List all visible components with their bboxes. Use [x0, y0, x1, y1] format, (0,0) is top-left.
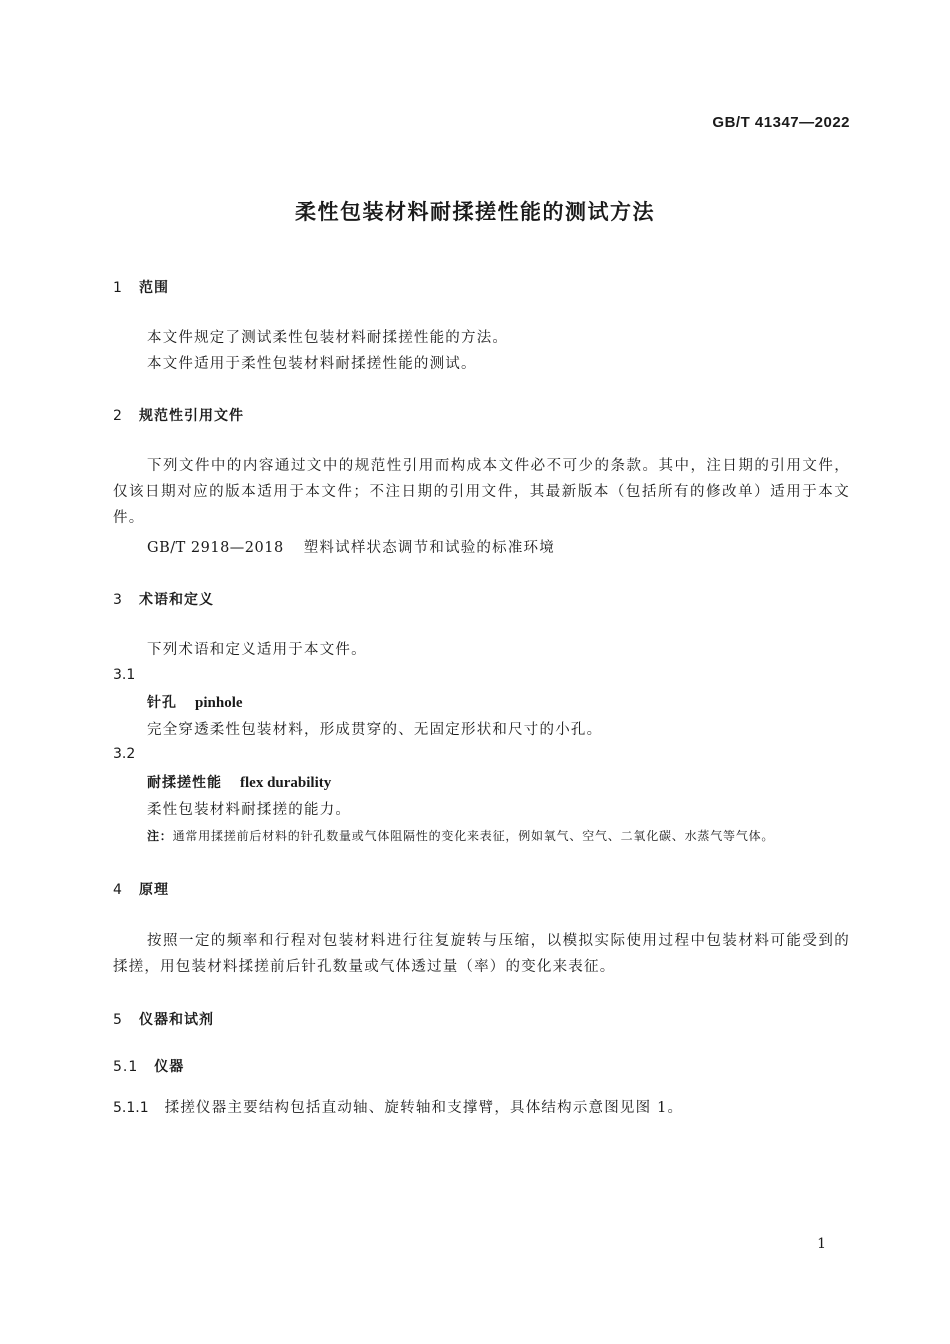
- section-number: 5: [113, 1012, 123, 1028]
- term-number: 3.1: [113, 667, 136, 683]
- section-title: 规范性引用文件: [139, 408, 244, 424]
- section-number: 1: [113, 280, 123, 296]
- principle-paragraph: 按照一定的频率和行程对包装材料进行往复旋转与压缩，以模拟实际使用过程中包装材料可能受到的揉搓，用包装材料揉搓前后针孔数量或气体透过量（率）的变化来表征。: [113, 933, 850, 975]
- subsection-title: 仪器: [154, 1059, 185, 1075]
- term-zh: 针孔: [147, 695, 177, 711]
- term-note: [147, 827, 774, 844]
- clause-text: 揉搓仪器主要结构包括直动轴、旋转轴和支撑臂，具体结构示意图见图 1。: [164, 1100, 684, 1116]
- section-3-heading: [113, 589, 214, 609]
- subsection-5-1-heading: [113, 1056, 184, 1076]
- normative-references-paragraph: 下列文件中的内容通过文中的规范性引用而构成本文件必不可少的条款。其中，注日期的引用文件，仅该日期对应的版本适用于本文件；不注日期的引用文件，其最新版本（包括所有的修改单）适用于本文件。: [113, 458, 850, 526]
- clause-5-1-1: [113, 1096, 683, 1117]
- term-definition: 完全穿透柔性包装材料，形成贯穿的、无固定形状和尺寸的小孔。: [147, 722, 603, 738]
- reference-code: GB/T 2918—2018: [147, 540, 284, 556]
- section-title: 仪器和试剂: [139, 1012, 214, 1028]
- subsection-number: 5.1: [113, 1059, 139, 1075]
- page-number: 1: [817, 1236, 826, 1252]
- section-number: 3: [113, 592, 123, 608]
- section-number: 4: [113, 882, 123, 898]
- term-en: flex durability: [240, 775, 332, 791]
- term-entry: [147, 772, 331, 792]
- note-text: 通常用揉搓前后材料的针孔数量或气体阻隔性的变化来表征，例如氧气、空气、二氧化碳、水蒸气等气体。: [172, 829, 775, 843]
- section-number: 2: [113, 408, 123, 424]
- section-4-heading: [113, 879, 169, 899]
- terms-intro: 下列术语和定义适用于本文件。: [147, 642, 367, 658]
- term-number: 3.2: [113, 746, 136, 762]
- note-label: 注：: [147, 829, 173, 843]
- scope-line-1: 本文件规定了测试柔性包装材料耐揉搓性能的方法。: [147, 330, 509, 346]
- section-title: 术语和定义: [139, 592, 214, 608]
- section-title: 原理: [139, 882, 169, 898]
- term-zh: 耐揉搓性能: [147, 775, 222, 791]
- reference-title: 塑料试样状态调节和试验的标准环境: [303, 540, 555, 556]
- document-title: 柔性包装材料耐揉搓性能的测试方法: [295, 200, 655, 224]
- clause-number: 5.1.1: [113, 1100, 149, 1116]
- standard-number: GB/T 41347—2022: [712, 114, 850, 131]
- term-definition: 柔性包装材料耐揉搓的能力。: [147, 802, 352, 818]
- term-en: pinhole: [195, 695, 243, 711]
- section-title: 范围: [139, 280, 169, 296]
- section-5-heading: [113, 1009, 214, 1029]
- scope-line-2: 本文件适用于柔性包装材料耐揉搓性能的测试。: [147, 356, 477, 372]
- term-entry: [147, 692, 243, 712]
- section-1-heading: [113, 277, 169, 297]
- reference-entry: [147, 536, 555, 557]
- section-2-heading: [113, 405, 244, 425]
